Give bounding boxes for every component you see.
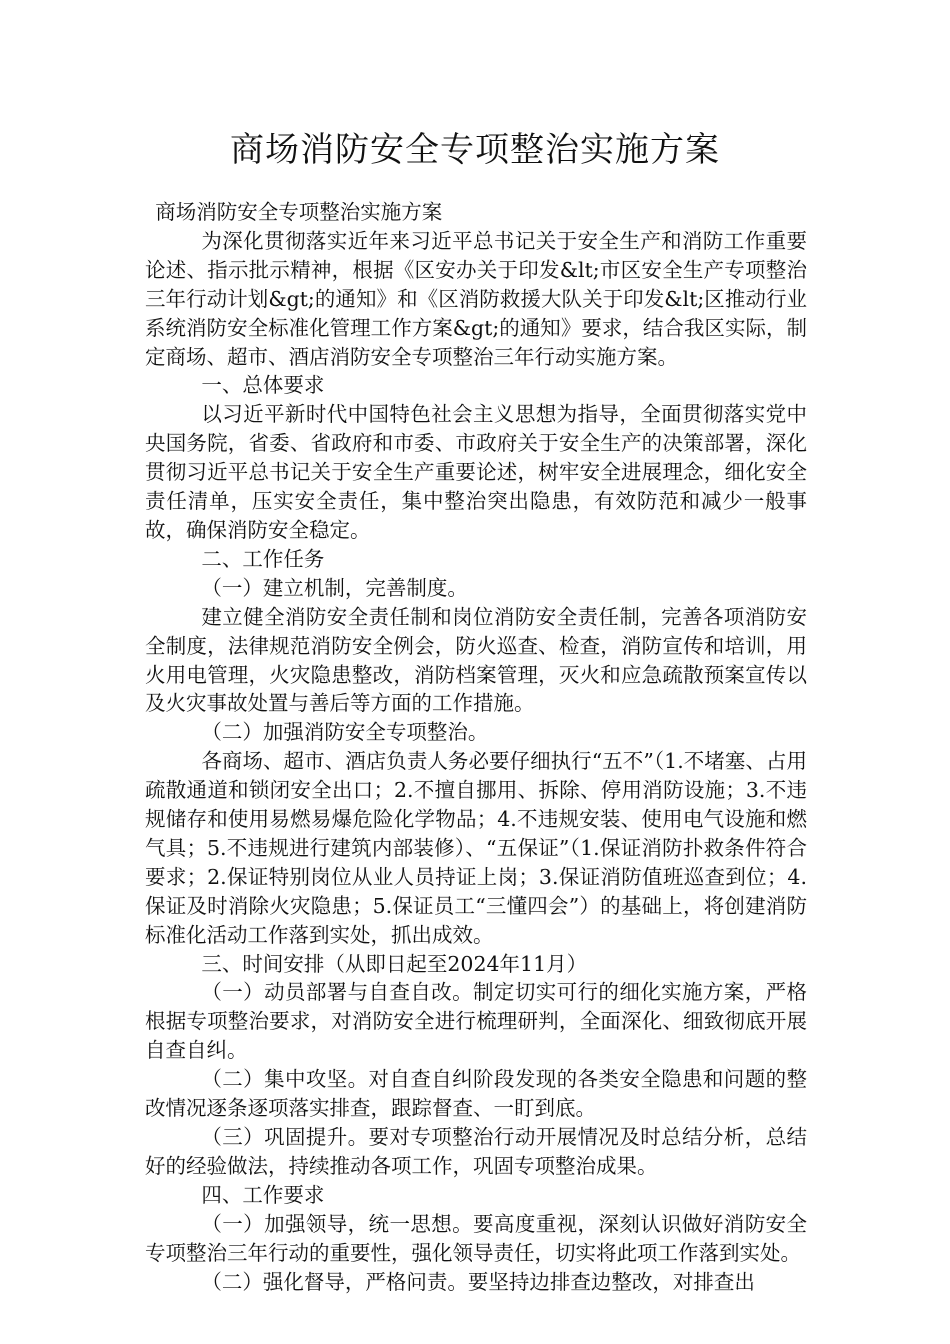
paragraph-schedule-3: （三）巩固提升。要对专项整治行动开展情况及时总结分析，总结好的经验做法，持续推动各项工作，巩固专项整治成果。 bbox=[145, 1125, 807, 1178]
paragraph-general-requirements: 以习近平新时代中国特色社会主义思想为指导，全面贯彻落实党中央国务院，省委、省政府和市委、市政府关于安全生产的决策部署，深化贯彻习近平总书记关于安全生产重要论述，树牢安全进展理念，细化安全责任清单，压实安全责任，集中整治突出隐患，有效防范和减少一般事故，确保消防安全稳定。 bbox=[145, 402, 807, 542]
document-title: 商场消防安全专项整治实施方案 bbox=[230, 130, 720, 170]
section-heading-4: 四、工作要求 bbox=[201, 1182, 325, 1207]
paragraph-schedule-2: （二）集中攻坚。对自查自纠阶段发现的各类安全隐患和问题的整改情况逐条逐项落实排查，跟踪督查、一盯到底。 bbox=[145, 1067, 807, 1121]
paragraph-rectification: 各商场、超市、酒店负责人务必要仔细执行“五不”（1.不堵塞、占用疏散通道和锁闭安全出口；2.不擅自挪用、拆除、停用消防设施；3.不违规储存和使用易燃易爆危险化学物品；4.不违规安装、使用电气设施和燃气具；5.不违规进行建筑内部装修）、“五保证”（1.保证消防扑救条件符合要求；2.保证特别岗位从业人员持证上岗；3.保证消防值班巡查到位；4.保证及时消除火灾隐患；5.保证员工“三懂四会”）的基础上，将创建消防标准化活动工作落到实处，抓出成效。 bbox=[145, 749, 807, 947]
document-body bbox=[145, 198, 807, 1296]
paragraph-schedule-1: （一）动员部署与自查自改。制定切实可行的细化实施方案，严格根据专项整治要求，对消防安全进行梳理研判，全面深化、细致彻底开展自查自纠。 bbox=[145, 980, 807, 1063]
document-subtitle: 商场消防安全专项整治实施方案 bbox=[155, 200, 443, 224]
section-heading-1: 一、总体要求 bbox=[201, 373, 325, 398]
section-heading-2: 二、工作任务 bbox=[201, 546, 325, 571]
paragraph-requirement-1: （一）加强领导，统一思想。要高度重视，深刻认识做好消防安全专项整治三年行动的重要性，强化领导责任，切实将此项工作落到实处。 bbox=[145, 1211, 807, 1265]
section-heading-3: 三、时间安排（从即日起至2024年11月） bbox=[201, 951, 588, 976]
paragraph-mechanism: 建立健全消防安全责任制和岗位消防安全责任制，完善各项消防安全制度，法律规范消防安全例会，防火巡查、检查，消防宣传和培训，用火用电管理，火灾隐患整改，消防档案管理，灭火和应急疏散预案宣传以及火灾事故处置与善后等方面的工作措施。 bbox=[145, 604, 807, 716]
subsection-heading-2-1: （一）建立机制，完善制度。 bbox=[201, 575, 468, 600]
paragraph-requirement-2: （二）强化督导，严格问责。要坚持边排查边整改，对排查出 bbox=[201, 1269, 755, 1294]
subsection-heading-2-2: （二）加强消防安全专项整治。 bbox=[201, 720, 489, 745]
paragraph-intro: 为深化贯彻落实近年来习近平总书记关于安全生产和消防工作重要论述、指示批示精神，根据《区安办关于印发&lt;市区安全生产专项整治三年行动计划&gt;的通知》和《区消防救援大队关于印发&lt;区推动行业系统消防安全标准化管理工作方案&gt;的通知》要求，结合我区实际，制定商场、超市、酒店消防安全专项整治三年行动实施方案。 bbox=[145, 228, 807, 369]
